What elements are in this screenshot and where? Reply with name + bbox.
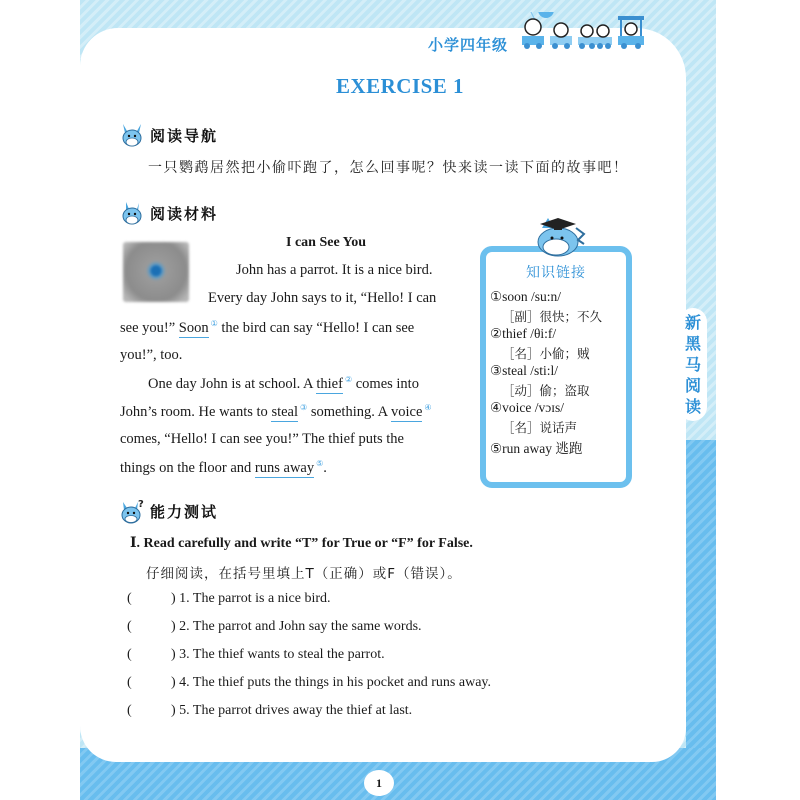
paren-close: )	[171, 647, 176, 662]
footnote-marker: ③	[300, 403, 308, 412]
reading-guide-text: 一只鹦鹉居然把小偷吓跑了，怎么回事呢？快来读一读下面的故事吧！	[148, 160, 629, 176]
question-text: 1. The parrot is a nice bird.	[179, 591, 331, 606]
qr-code-image[interactable]	[123, 242, 189, 302]
section-label: 阅读材料	[150, 204, 219, 223]
paren-close: )	[171, 591, 176, 606]
story-text: John’s room. He wants to	[120, 403, 272, 420]
paren-close: )	[171, 675, 176, 690]
vocab-entry-word: ⑤run away 逃跑	[490, 441, 583, 456]
paren-close: )	[171, 619, 176, 634]
answer-blank[interactable]: (	[127, 675, 132, 690]
donkey-mascot-icon	[118, 200, 146, 226]
section-reading-guide	[118, 122, 218, 148]
exercise-title: EXERCISE 1	[335, 74, 465, 98]
question-row	[127, 591, 331, 607]
question-row	[127, 619, 422, 635]
question-row	[127, 647, 385, 663]
task-instruction: 仔细阅读，在括号里填上T（正确）或F（错误）。	[146, 566, 462, 582]
story-title: I can See You	[286, 235, 366, 250]
side-series-title	[679, 308, 707, 421]
vocab-entry-meaning: ［名］说话声	[502, 420, 578, 435]
mascot-train-icon	[518, 12, 650, 50]
story-line: you!”, too.	[120, 347, 183, 363]
donkey-mascot-icon	[118, 122, 146, 148]
svg-text:?: ?	[138, 499, 144, 510]
question-text: 2. The parrot and John say the same words.	[179, 619, 422, 634]
vocab-entry-word: ③steal /sti:l/	[490, 363, 558, 378]
question-text: 4. The thief puts the things in his pocket and runs away.	[179, 675, 492, 690]
page-number: 1	[364, 770, 394, 796]
vocab-word-steal: steal	[271, 403, 299, 420]
answer-blank[interactable]: (	[127, 619, 132, 634]
vocab-word-runs-away: runs away	[254, 459, 315, 476]
story-line	[148, 375, 419, 393]
donkey-mascot-question-icon	[118, 498, 146, 524]
task-heading: Ⅰ. Read carefully and write “T” for True or “F” for False.	[130, 536, 473, 551]
section-label: 能力测试	[150, 502, 219, 521]
story-text: things on the floor and	[120, 459, 255, 476]
answer-blank[interactable]: (	[127, 703, 132, 718]
grade-label: 小学四年级	[428, 36, 509, 54]
vocab-entry-meaning: ［动］偷；盗取	[502, 383, 590, 398]
story-text: One day John is at school. A	[148, 375, 317, 392]
vocab-entry-word: ①soon /su:n/	[490, 289, 561, 304]
page-frame-right	[686, 440, 716, 750]
section-ability-test	[118, 498, 218, 524]
question-row	[127, 675, 491, 691]
footnote-marker: ④	[424, 403, 432, 412]
side-title-char: 黑	[684, 334, 701, 353]
section-reading-material	[118, 200, 218, 226]
question-row	[127, 703, 412, 719]
story-line: comes, “Hello! I can see you!” The thief puts the	[120, 431, 404, 447]
vocab-entry-word: ②thief /θi:f/	[490, 326, 557, 341]
vocab-entry-meaning: ［副］很快；不久	[502, 309, 603, 324]
answer-blank[interactable]: (	[127, 591, 132, 606]
answer-blank[interactable]: (	[127, 647, 132, 662]
story-line: Every day John says to it, “Hello! I can	[208, 290, 437, 306]
paren-close: )	[171, 703, 176, 718]
knowledge-box-title: 知识链接	[526, 265, 586, 281]
story-line	[120, 459, 327, 477]
side-title-char: 读	[684, 397, 701, 416]
side-title-char: 新	[684, 313, 701, 332]
side-title-char: 阅	[684, 376, 701, 395]
side-title-char: 马	[684, 355, 701, 374]
vocab-word-voice: voice	[390, 403, 423, 420]
vocab-word-thief: thief	[316, 375, 343, 392]
story-text: something. A	[307, 403, 391, 420]
story-line	[120, 319, 414, 337]
question-text: 5. The parrot drives away the thief at last.	[179, 703, 413, 718]
story-line	[120, 403, 432, 421]
story-text: the bird can say “Hello! I can see	[217, 319, 415, 336]
vocab-entry-word: ④voice /vɔɪs/	[490, 400, 564, 415]
story-text: comes into	[352, 375, 419, 392]
story-text: .	[323, 459, 327, 476]
section-label: 阅读导航	[150, 126, 219, 145]
story-line: John has a parrot. It is a nice bird.	[236, 262, 433, 278]
vocab-word-soon: Soon	[178, 319, 209, 336]
footnote-marker: ①	[210, 319, 218, 328]
story-text: see you!”	[120, 319, 179, 336]
question-text: 3. The thief wants to steal the parrot.	[179, 647, 385, 662]
footnote-marker: ②	[344, 375, 353, 384]
footnote-marker: ⑤	[316, 459, 324, 468]
graduate-donkey-mascot-icon	[528, 214, 590, 258]
vocab-entry-meaning: ［名］小偷；贼	[502, 346, 590, 361]
